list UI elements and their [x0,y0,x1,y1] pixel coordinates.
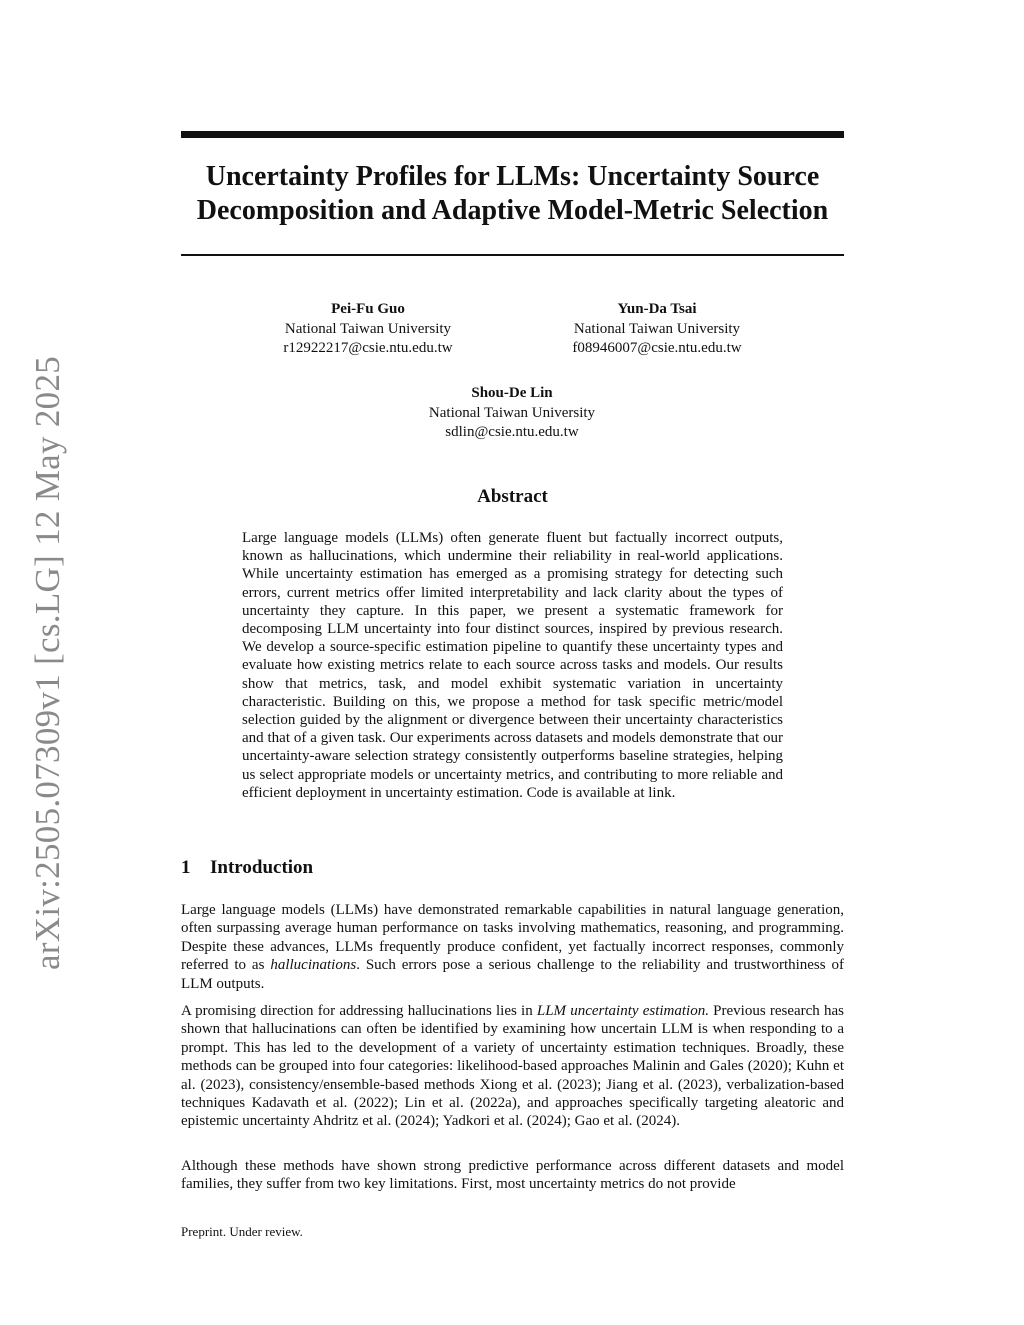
arxiv-identifier-text: arXiv:2505.07309v1 [cs.LG] 12 May 2025 [28,355,67,971]
paper-title-line-2: Decomposition and Adaptive Model-Metric Selection [196,195,829,226]
author-email: r12922217@csie.ntu.edu.tw [283,340,453,356]
section-heading-introduction [181,857,313,879]
title-top-rule [181,131,844,138]
abstract-text: Large language models (LLMs) often generate fluent but factually incorrect outputs, known as hallucinations, which undermine their reliability in real-world applications. While uncertainty estimation has emerged as a promising strategy for detecting such errors, current metrics offer limited interpretability and lack clarity about the types of uncertainty they capture. In this paper, we present a systematic framework for decomposing LLM uncertainty into four distinct sources, inspired by previous research. We develop a source-specific estimation pipeline to quantify these uncertainty types and evaluate how existing metrics relate to each source across tasks and models. Our results show that metrics, task, and model exhibit systematic variation in uncertainty characteristic. Building on this, we propose a method for task specific metric/model selection guided by the alignment or divergence between their uncertainty characteristics and that of a given task. Our experiments across datasets and models demonstrate that our uncertainty-aware selection strategy consistently outperforms baseline strategies, helping us select appropriate models or uncertainty metrics, and contributing to more reliable and efficient deployment in uncertainty estimation. Code is available at link. [242,530,783,801]
paragraph-text: A promising direction for addressing hallucinations lies in [181,1003,537,1019]
author-affiliation: National Taiwan University [428,404,596,421]
section-number: 1 [181,857,191,878]
emphasis-hallucinations: hallucinations [270,957,357,974]
author-name: Shou-De Lin [471,385,553,401]
section-title: Introduction [210,857,314,878]
title-bottom-rule [181,254,844,256]
author-name: Yun-Da Tsai [617,301,697,317]
author-block-1 [256,300,480,359]
author-email: sdlin@csie.ntu.edu.tw [445,424,579,440]
intro-paragraph-1 [181,901,844,993]
intro-paragraph-3: Although these methods have shown strong predictive performance across different datasets and model families, they suffer from two key limitations. First, most uncertainty metrics do not provide [181,1158,844,1193]
paper-title [181,160,844,228]
author-block-2 [543,300,771,359]
paragraph-text: Previous research has shown that hallucinations can often be identified by examining how uncertain LLM is when responding to a prompt. This has led to the development of a variety of uncertainty estimation techniques. Broadly, these methods can be grouped into four categories: likelihood-based approaches Malinin and Gales (2020); Kuhn et al. (2023), consistency/ensemble-based methods Xiong et al. (2023); Jiang et al. (2023), verbalization-based techniques Kadavath et al. (2022); Lin et al. (2022a), and approaches specifically targeting aleatoric and epistemic uncertainty Ahdritz et al. (2024); Yadkori et al. (2024); Gao et al. (2024). [181,1003,844,1130]
arxiv-identifier-stamp [18,355,78,971]
author-block-3 [400,384,624,443]
paragraph-text: . Such errors pose a serious challenge to the reliability and trustworthiness of LLM outputs. [181,957,845,992]
author-name: Pei-Fu Guo [331,301,405,317]
intro-paragraph-2 [181,1002,844,1131]
author-affiliation: National Taiwan University [284,320,452,337]
emphasis-llm-uncertainty-estimation: LLM uncertainty estimation. [536,1003,709,1019]
page-footer: Preprint. Under review. [181,1224,303,1239]
author-affiliation: National Taiwan University [573,320,741,337]
author-email: f08946007@csie.ntu.edu.tw [572,340,742,356]
abstract-heading: Abstract [477,486,548,507]
paragraph-text: Large language models (LLMs) have demonstrated remarkable capabilities in natural language generation, often surpassing average human performance on tasks involving mathematics, reasoning, and programming. Despite these advances, LLMs frequently produce confident, yet factually incorrect responses, commonly referred to as [181,902,844,974]
paper-title-line-1: Uncertainty Profiles for LLMs: Uncertainty Source [205,161,820,192]
